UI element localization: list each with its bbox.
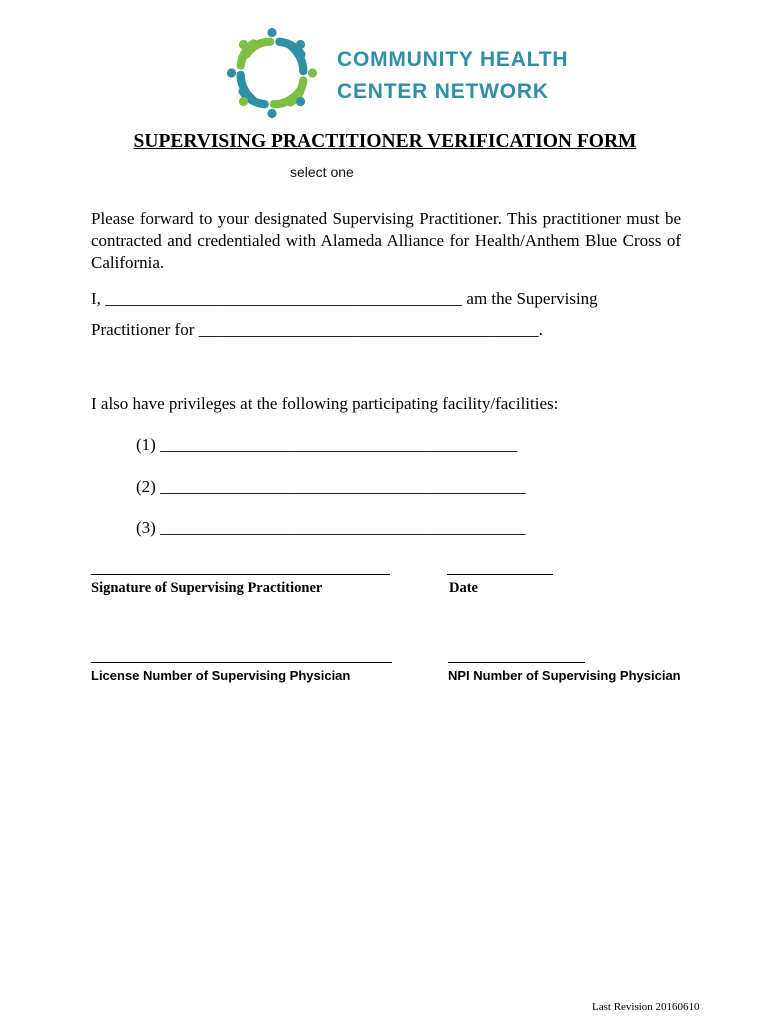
logo-name-line-1: COMMUNITY HEALTH [337,48,569,71]
license-number-field-line[interactable] [91,662,392,663]
facility-line-1[interactable]: (1) __________________________________________ [136,435,518,454]
facility-line-2[interactable]: (2) ___________________________________________ [136,477,526,496]
signature-label: Signature of Supervising Practitioner [91,580,323,596]
select-one-dropdown[interactable]: select one [290,164,354,180]
logo-name-line-2: CENTER NETWORK [337,80,549,103]
date-field-line[interactable] [447,574,553,575]
license-number-label: License Number of Supervising Physician [91,668,351,683]
intro-paragraph: Please forward to your designated Supervising Practitioner. This practitioner must be contracted and credentialed with Alameda Alliance for Health/Anthem Blue Cross of California. [91,209,681,272]
community-health-center-network-logo [226,27,318,119]
npi-number-field-line[interactable] [448,662,585,663]
last-revision-footer: Last Revision 20160610 [592,1001,700,1013]
date-label: Date [449,580,478,596]
facility-line-3[interactable]: (3) ___________________________________________ [136,518,526,537]
npi-number-label: NPI Number of Supervising Physician [448,668,681,683]
signature-field-line[interactable] [91,574,390,575]
practitioner-for-line[interactable]: Practitioner for ________________________________________. [91,320,543,339]
practitioner-name-line[interactable]: I, __________________________________________ am the Supervising [91,289,598,308]
form-title: SUPERVISING PRACTITIONER VERIFICATION FORM [133,131,637,152]
privileges-statement: I also have privileges at the following participating facility/facilities: [91,394,559,413]
